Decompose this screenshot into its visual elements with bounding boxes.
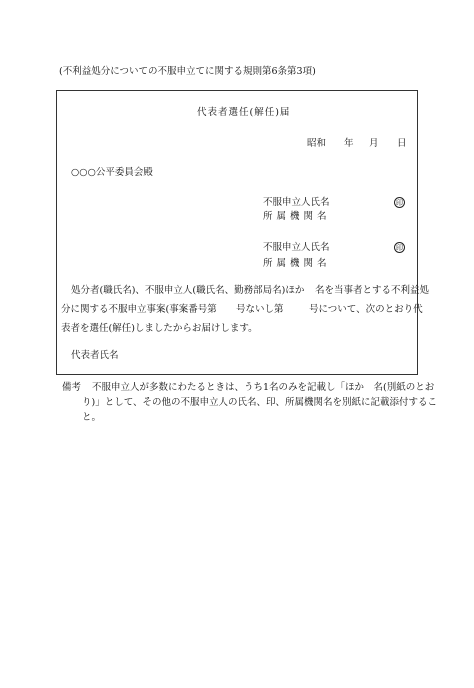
representative-label: 代表者氏名	[71, 350, 119, 361]
seal-mark: 印	[396, 199, 403, 207]
applicant-dept-label: 所属機関名	[263, 258, 331, 269]
note-line-2: り)」として、その他の不服申立人の氏名、印、所属機関名を別紙に記載添付するこ	[82, 397, 438, 408]
date-year: 年	[344, 138, 354, 149]
notification-form	[56, 90, 430, 375]
body-line-3: 表者を選任(解任)しましたからお届けします。	[61, 323, 258, 334]
applicant-name-label: 不服申立人氏名	[263, 242, 330, 253]
applicant-name-label: 不服申立人氏名	[263, 197, 330, 208]
addressee: ○○○公平委員会殿	[71, 167, 153, 178]
date-era: 昭和	[307, 138, 327, 149]
regulation-reference: (不利益処分についての不服申立てに関する規則第6条第3項)	[59, 66, 316, 77]
form-title: 代表者選任(解任)届	[197, 107, 291, 118]
note-line-1: 不服申立人が多数にわたるときは、うち1名のみを記載し「ほか 名(別紙のとお	[92, 382, 435, 393]
body-line-2c: 号について、次のとおり代	[309, 304, 423, 315]
note-label: 備考	[62, 382, 82, 393]
note-line-3: と。	[82, 412, 102, 423]
body-line-1a: 処分者(職氏名)、不服申立人(職氏名、勤務部局名)ほか	[71, 285, 305, 296]
body-line-2b: 号ないし第	[236, 304, 284, 315]
date-month: 月	[369, 138, 379, 149]
applicant-dept-label: 所属機関名	[263, 211, 331, 222]
date-day: 日	[397, 138, 407, 149]
body-line-1b: 名を当事者とする不利益処	[315, 285, 430, 296]
seal-mark: 印	[396, 244, 403, 252]
body-line-2a: 分に関する不服申立事案(事案番号第	[61, 304, 217, 315]
